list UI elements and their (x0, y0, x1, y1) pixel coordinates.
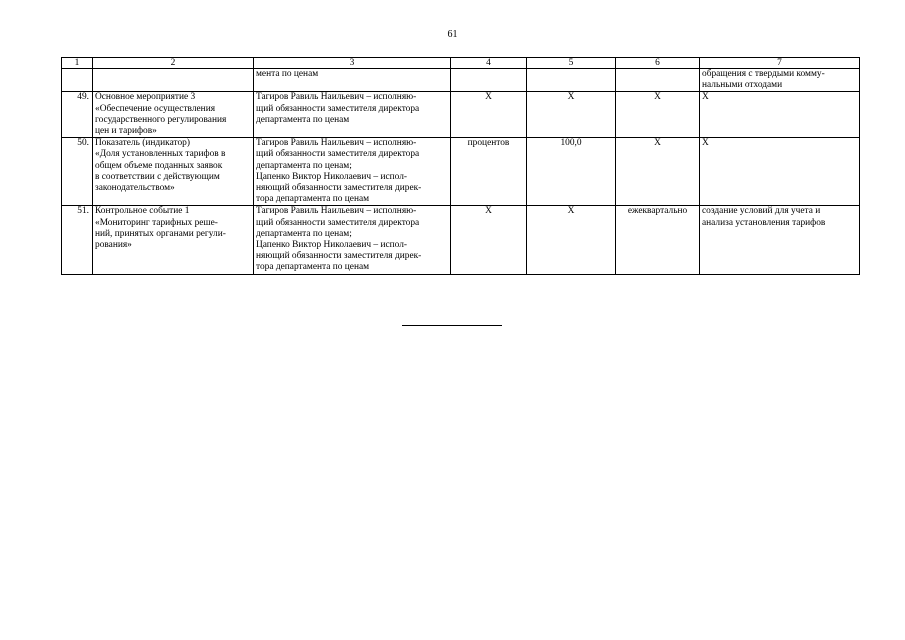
result-line: X (702, 92, 709, 103)
value-cell: 100,0 (527, 138, 616, 206)
responsible-cell (254, 138, 451, 206)
table-row (62, 92, 860, 138)
value-cell: X (527, 92, 616, 138)
term-cell: X (616, 92, 700, 138)
name-line: ний, принятых органами регули- (95, 228, 226, 239)
page-number: 61 (447, 29, 458, 40)
name-line: государственного регулирования (95, 114, 227, 125)
table-row (62, 69, 860, 92)
responsible-line: щий обязанности заместителя директора (256, 217, 420, 228)
responsible-cell (254, 69, 451, 92)
term-cell (616, 69, 700, 92)
responsible-line: департамента по ценам; (256, 228, 352, 239)
name-line: рования» (95, 240, 132, 251)
name-line: законодательством» (95, 183, 175, 194)
column-number: 2 (93, 58, 254, 69)
responsible-line: няющий обязанности заместителя дирек- (256, 183, 422, 194)
responsible-line: Тагиров Равиль Наильевич – исполняю- (256, 138, 417, 149)
column-number: 5 (527, 58, 616, 69)
name-line: Основное мероприятие 3 (95, 92, 196, 103)
responsible-line: тора департамента по ценам (256, 194, 370, 205)
row-number-cell: 51. (62, 206, 93, 274)
responsible-line: няющий обязанности заместителя дирек- (256, 251, 422, 262)
name-line: «Доля установленных тарифов в (95, 149, 226, 160)
column-number-row (62, 58, 860, 69)
footnote-divider (402, 325, 502, 326)
unit-cell: процентов (451, 138, 527, 206)
result-line: создание условий для учета и (702, 206, 821, 217)
responsible-line: мента по ценам (256, 69, 319, 79)
row-number-cell: 50. (62, 138, 93, 206)
result-cell (700, 92, 860, 138)
responsible-line: Цапенко Виктор Николаевич – испол- (256, 171, 408, 182)
unit-cell: X (451, 92, 527, 138)
term-cell: ежеквартально (616, 206, 700, 274)
responsible-line: Тагиров Равиль Наильевич – исполняю- (256, 92, 417, 103)
result-line: анализа установления тарифов (702, 217, 826, 228)
table-row (62, 206, 860, 274)
activity-name-cell (93, 92, 254, 138)
term-cell: X (616, 138, 700, 206)
responsible-line: департамента по ценам (256, 114, 350, 125)
row-number-cell (62, 69, 93, 92)
activity-name-cell (93, 69, 254, 92)
activity-name-cell (93, 206, 254, 274)
column-number: 3 (254, 58, 451, 69)
name-line: «Обеспечение осуществления (95, 103, 216, 114)
responsible-line: департамента по ценам; (256, 160, 352, 171)
name-line: Контрольное событие 1 (95, 206, 190, 217)
result-cell (700, 69, 860, 92)
result-line: обращения с твердыми комму- (702, 69, 825, 79)
value-cell: X (527, 206, 616, 274)
unit-cell: X (451, 206, 527, 274)
name-line: Показатель (индикатор) (95, 138, 190, 149)
responsible-cell (254, 206, 451, 274)
responsible-line: тора департамента по ценам (256, 262, 370, 273)
value-cell (527, 69, 616, 92)
column-number: 7 (700, 58, 860, 69)
responsible-line: щий обязанности заместителя директора (256, 149, 420, 160)
responsible-line: Цапенко Виктор Николаевич – испол- (256, 240, 408, 251)
name-line: в соответствии с действующим (95, 171, 220, 182)
name-line: «Мониторинг тарифных реше- (95, 217, 218, 228)
table-row (62, 138, 860, 206)
activity-name-cell (93, 138, 254, 206)
responsible-line: щий обязанности заместителя директора (256, 103, 420, 114)
result-cell (700, 138, 860, 206)
column-number: 1 (62, 58, 93, 69)
unit-cell (451, 69, 527, 92)
responsible-line: Тагиров Равиль Наильевич – исполняю- (256, 206, 417, 217)
name-line: общем объеме поданных заявок (95, 160, 223, 171)
result-line: X (702, 138, 709, 149)
result-line: нальными отходами (702, 80, 783, 91)
result-cell (700, 206, 860, 274)
responsible-cell (254, 92, 451, 138)
name-line: цен и тарифов» (95, 126, 157, 137)
column-number: 4 (451, 58, 527, 69)
activities-table (61, 57, 860, 275)
row-number-cell: 49. (62, 92, 93, 138)
column-number: 6 (616, 58, 700, 69)
